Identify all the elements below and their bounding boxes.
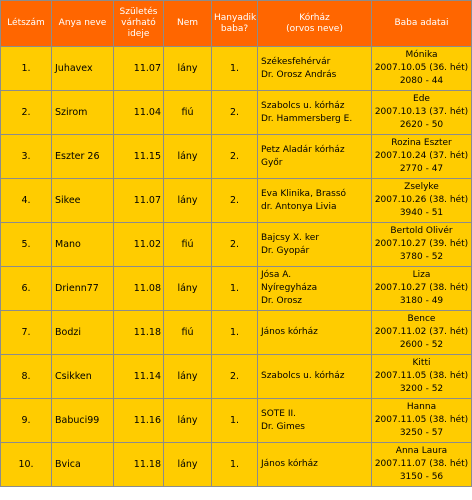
sex-cell: lány bbox=[164, 179, 212, 223]
text-line: Dr. Hammersberg E. bbox=[261, 113, 353, 124]
birth-order-cell: 2. bbox=[212, 179, 258, 223]
text-line: Létszám bbox=[7, 18, 45, 28]
text-line: 2007.10.27 (38. hét) bbox=[374, 283, 469, 293]
baby-data-cell bbox=[372, 443, 472, 487]
table-row bbox=[1, 355, 472, 399]
hospital-cell bbox=[258, 91, 372, 135]
text-line: Anya neve bbox=[58, 18, 107, 28]
hospital-cell bbox=[258, 47, 372, 91]
text-line: Születés bbox=[119, 7, 158, 17]
text-line: ideje bbox=[127, 29, 150, 39]
sex-cell: lány bbox=[164, 135, 212, 179]
text-line: 2620 - 50 bbox=[399, 120, 444, 130]
text-line: Mónika bbox=[405, 50, 438, 60]
mother-name-cell: Babuci99 bbox=[52, 399, 114, 443]
text-line: Bajcsy X. ker bbox=[261, 232, 320, 243]
table-row bbox=[1, 179, 472, 223]
text-line: Zselyke bbox=[404, 182, 439, 192]
hospital-cell bbox=[258, 443, 372, 487]
table-row bbox=[1, 91, 472, 135]
row-number-cell: 8. bbox=[1, 355, 52, 399]
text-line: Szabolcs u. kórház bbox=[261, 100, 345, 111]
due-date-cell: 11.08 bbox=[114, 267, 164, 311]
table-row bbox=[1, 47, 472, 91]
due-date-cell: 11.04 bbox=[114, 91, 164, 135]
due-date-cell: 11.18 bbox=[114, 443, 164, 487]
text-line: baba? bbox=[220, 23, 249, 34]
row-number-cell: 7. bbox=[1, 311, 52, 355]
row-number-cell: 9. bbox=[1, 399, 52, 443]
header-row bbox=[1, 1, 472, 47]
text-line: Dr. Orosz bbox=[261, 296, 303, 306]
text-line: Dr. Gimes bbox=[261, 421, 305, 432]
sex-cell: fiú bbox=[164, 223, 212, 267]
table-row bbox=[1, 399, 472, 443]
text-line: 3200 - 52 bbox=[399, 384, 444, 394]
mother-name-cell: Sikee bbox=[52, 179, 114, 223]
text-line: Győr bbox=[261, 157, 283, 168]
birth-order-cell: 1. bbox=[212, 399, 258, 443]
text-line: Bence bbox=[407, 314, 436, 324]
text-line: 2600 - 52 bbox=[399, 340, 444, 350]
mother-name-cell: Bvica bbox=[52, 443, 114, 487]
birth-order-cell: 2. bbox=[212, 91, 258, 135]
hospital-cell bbox=[258, 267, 372, 311]
text-line: dr. Antonya Livia bbox=[261, 201, 337, 212]
text-line: 2007.10.24 (37. hét) bbox=[374, 151, 469, 161]
header-mother-name bbox=[52, 1, 114, 47]
text-line: 3180 - 49 bbox=[399, 296, 444, 306]
mother-name-cell: Szirom bbox=[52, 91, 114, 135]
text-line: Hanyadik bbox=[214, 12, 257, 23]
baby-data-cell bbox=[372, 135, 472, 179]
sex-cell: lány bbox=[164, 443, 212, 487]
sex-cell: fiú bbox=[164, 311, 212, 355]
header-count bbox=[1, 1, 52, 47]
text-line: Nem bbox=[176, 18, 199, 28]
header-hospital bbox=[258, 1, 372, 47]
birth-order-cell: 2. bbox=[212, 135, 258, 179]
text-line: Hanna bbox=[406, 402, 437, 412]
text-line: Nyíregyháza bbox=[261, 283, 318, 293]
birth-order-cell: 1. bbox=[212, 47, 258, 91]
due-date-cell: 11.07 bbox=[114, 47, 164, 91]
birth-order-cell: 1. bbox=[212, 311, 258, 355]
birth-order-cell: 1. bbox=[212, 267, 258, 311]
mother-name-cell: Mano bbox=[52, 223, 114, 267]
text-line: Kórház bbox=[299, 12, 330, 23]
text-line: Rozina Eszter bbox=[391, 138, 452, 148]
mother-name-cell: Bodzi bbox=[52, 311, 114, 355]
text-line: 2007.10.13 (37. hét) bbox=[374, 107, 469, 117]
text-line: Eva Klinika, Brassó bbox=[261, 188, 347, 199]
hospital-cell bbox=[258, 223, 372, 267]
table-row bbox=[1, 135, 472, 179]
text-line: János kórház bbox=[261, 459, 318, 469]
due-date-cell: 11.07 bbox=[114, 179, 164, 223]
due-date-cell: 11.16 bbox=[114, 399, 164, 443]
text-line: 2007.10.27 (39. hét) bbox=[374, 239, 469, 249]
baby-data-cell bbox=[372, 355, 472, 399]
header-due-date bbox=[114, 1, 164, 47]
text-line: várható bbox=[121, 18, 156, 28]
sex-cell: lány bbox=[164, 399, 212, 443]
text-line: SOTE II. bbox=[261, 408, 297, 419]
text-line: 3150 - 56 bbox=[399, 472, 444, 482]
text-line: 2007.11.05 (38. hét) bbox=[374, 371, 469, 381]
text-line: 3250 - 57 bbox=[399, 428, 444, 438]
text-line: Dr. Orosz András bbox=[261, 69, 337, 80]
table-row bbox=[1, 223, 472, 267]
table-row bbox=[1, 267, 472, 311]
text-line: Szabolcs u. kórház bbox=[261, 371, 345, 381]
text-line: Petz Aladár kórház bbox=[261, 144, 345, 155]
table-row bbox=[1, 311, 472, 355]
due-date-cell: 11.18 bbox=[114, 311, 164, 355]
sex-cell: lány bbox=[164, 47, 212, 91]
hospital-cell bbox=[258, 355, 372, 399]
text-line: Liza bbox=[412, 270, 431, 280]
text-line: Székesfehérvár bbox=[261, 56, 331, 67]
sex-cell: lány bbox=[164, 267, 212, 311]
sex-cell: fiú bbox=[164, 91, 212, 135]
row-number-cell: 2. bbox=[1, 91, 52, 135]
row-number-cell: 4. bbox=[1, 179, 52, 223]
header-birth-order bbox=[212, 1, 258, 47]
due-date-cell: 11.02 bbox=[114, 223, 164, 267]
row-number-cell: 10. bbox=[1, 443, 52, 487]
birth-order-cell: 1. bbox=[212, 443, 258, 487]
text-line: 3780 - 52 bbox=[399, 252, 444, 262]
text-line: 2007.10.26 (38. hét) bbox=[374, 195, 469, 205]
text-line: 2080 - 44 bbox=[399, 76, 444, 86]
text-line: Ede bbox=[413, 94, 430, 104]
header-sex bbox=[164, 1, 212, 47]
baby-data-cell bbox=[372, 91, 472, 135]
text-line: Kitti bbox=[412, 358, 431, 368]
birth-order-cell: 2. bbox=[212, 223, 258, 267]
text-line: 3940 - 51 bbox=[399, 208, 444, 218]
baby-data-cell bbox=[372, 179, 472, 223]
text-line: (orvos neve) bbox=[286, 23, 343, 34]
mother-name-cell: Eszter 26 bbox=[52, 135, 114, 179]
hospital-cell bbox=[258, 311, 372, 355]
mother-name-cell: Csikken bbox=[52, 355, 114, 399]
row-number-cell: 5. bbox=[1, 223, 52, 267]
text-line: Jósa A. bbox=[261, 270, 292, 280]
sex-cell: lány bbox=[164, 355, 212, 399]
birth-order-cell: 2. bbox=[212, 355, 258, 399]
due-date-cell: 11.15 bbox=[114, 135, 164, 179]
mother-name-cell: Drienn77 bbox=[52, 267, 114, 311]
hospital-cell bbox=[258, 135, 372, 179]
hospital-cell bbox=[258, 399, 372, 443]
mother-name-cell: Juhavex bbox=[52, 47, 114, 91]
text-line: Baba adatai bbox=[394, 18, 449, 28]
text-line: Bertold Olivér bbox=[390, 226, 453, 236]
text-line: 2770 - 47 bbox=[399, 164, 444, 174]
row-number-cell: 1. bbox=[1, 47, 52, 91]
baby-data-cell bbox=[372, 399, 472, 443]
text-line: Dr. Gyopár bbox=[261, 245, 310, 256]
text-line: 2007.10.05 (36. hét) bbox=[374, 63, 469, 73]
row-number-cell: 6. bbox=[1, 267, 52, 311]
hospital-cell bbox=[258, 179, 372, 223]
text-line: 2007.11.02 (37. hét) bbox=[374, 327, 469, 337]
baby-data-cell bbox=[372, 267, 472, 311]
baby-data-cell bbox=[372, 47, 472, 91]
baby-data-cell bbox=[372, 223, 472, 267]
row-number-cell: 3. bbox=[1, 135, 52, 179]
due-date-cell: 11.14 bbox=[114, 355, 164, 399]
table-row bbox=[1, 443, 472, 487]
header-baby-data bbox=[372, 1, 472, 47]
text-line: 2007.11.05 (38. hét) bbox=[374, 415, 469, 425]
text-line: Anna Laura bbox=[395, 446, 448, 456]
text-line: 2007.11.07 (38. hét) bbox=[374, 459, 469, 469]
text-line: János kórház bbox=[261, 327, 318, 337]
baby-data-cell bbox=[372, 311, 472, 355]
